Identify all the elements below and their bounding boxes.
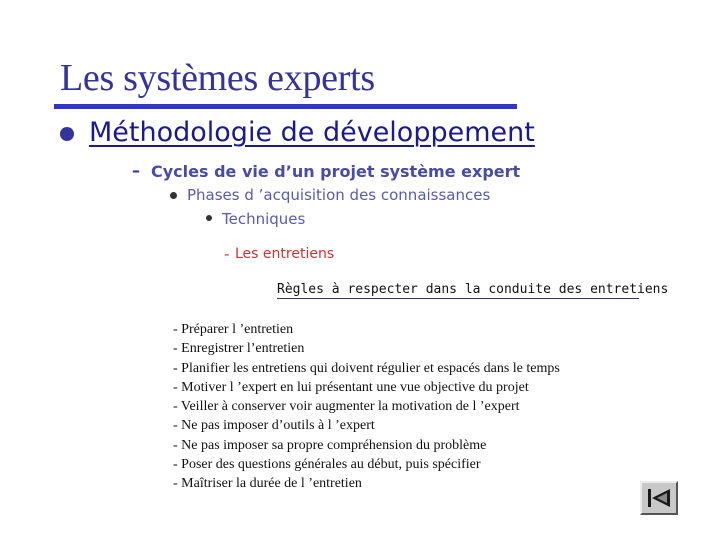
rule-item: - Ne pas imposer sa propre compréhension du problème [173, 437, 487, 453]
rule-item: - Ne pas imposer d’outils à l ’expert [173, 418, 375, 434]
rule-item: - Maîtriser la durée de l ’entretien [173, 476, 362, 492]
rule-item: - Planifier les entretiens qui doivent régulier et espacés dans le temps [173, 360, 560, 376]
level5-dash: - [224, 245, 230, 263]
title-underline-rule [54, 104, 517, 109]
level2-heading: Cycles de vie d’un projet système expert [151, 162, 521, 181]
level1-heading: Méthodologie de développement [89, 117, 535, 148]
level2-dash: – [132, 161, 140, 180]
level3-bullet [170, 192, 177, 199]
level4-bullet [206, 215, 212, 221]
rules-list [173, 320, 560, 494]
level1-bullet [60, 127, 74, 141]
rules-heading: Règles à respecter dans la conduite des entretiens [277, 282, 669, 297]
back-to-start-icon [646, 486, 672, 510]
level3-item: Phases d ’acquisition des connaissances [187, 186, 491, 204]
slide-title: Les systèmes experts [60, 57, 375, 99]
rule-item: - Préparer l ’entretien [173, 322, 294, 337]
rule-item: - Enregistrer l’entretien [173, 341, 305, 357]
level4-item: Techniques [222, 210, 306, 228]
level5-item: Les entretiens [235, 246, 335, 262]
back-to-start-button[interactable] [640, 481, 678, 515]
rules-heading-underline [277, 298, 639, 299]
rule-item: - Motiver l ’expert en lui présentant une vue objective du projet [173, 379, 529, 395]
rule-item: - Poser des questions générales au début, puis spécifier [173, 457, 481, 473]
rule-item: - Veiller à conserver voir augmenter la motivation de l ’expert [173, 399, 520, 415]
